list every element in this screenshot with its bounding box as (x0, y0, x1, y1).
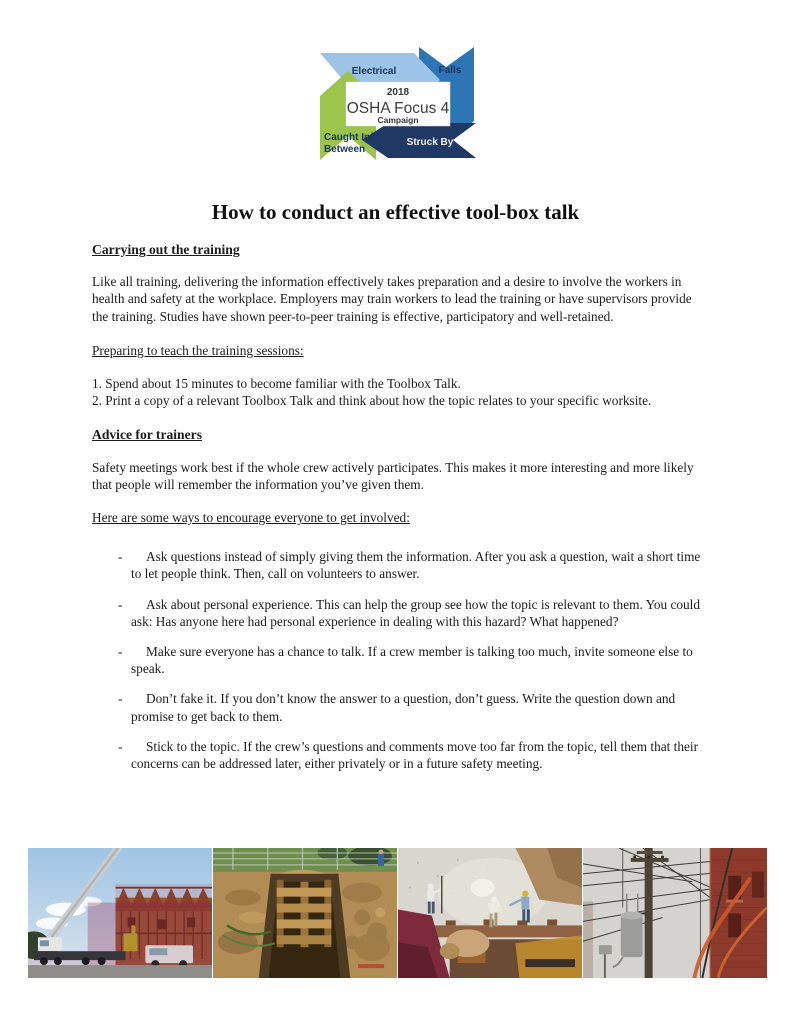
photo-strip (28, 848, 768, 978)
document-body (92, 241, 710, 772)
bullet-text: Ask about personal experience. This can help the group see how the topic is relevant to them. You could ask: Has anyone here had personal experience in dealing with this hazard? What happened? (131, 596, 701, 629)
paragraph-advice-for-trainers: Safety meetings work best if the whole crew actively participates. This makes it more interesting and more likely that people will remember the information you’ve given them. (92, 459, 694, 492)
bullet-item (92, 690, 710, 724)
heading-ways-to-get-involved: Here are some ways to encourage everyone to get involved: (92, 510, 410, 526)
bullet-text: Make sure everyone has a chance to talk. If a crew member is talking too much, invite someone else to speak. (131, 644, 693, 677)
step-2: 2. Print a copy of a relevant Toolbox Talk and think about how the topic relates to your specific worksite. (92, 393, 652, 409)
photo-trench-shoring (213, 848, 397, 978)
bullet-dash: - (118, 738, 123, 754)
bullet-text: Ask questions instead of simply giving them the information. After you ask a question, wait a short time to let people think. Then, call on volunteers to answer. (131, 549, 701, 582)
struck-by-label: Struck By (406, 137, 454, 148)
focus4-arrows-graphic (317, 44, 479, 162)
electrical-label: Electrical (351, 66, 397, 77)
bullet-item (92, 548, 710, 582)
trench-image (213, 848, 397, 978)
heading-carrying-out-training: Carrying out the training (92, 242, 240, 257)
photo-crane-framing (28, 848, 212, 978)
document-title: How to conduct an effective tool-box talk (211, 200, 580, 224)
heading-advice-for-trainers: Advice for trainers (92, 427, 202, 443)
bullet-item (92, 643, 710, 677)
bullet-dash: - (118, 549, 123, 565)
photo-wall-demolition-workers (398, 848, 582, 978)
bullet-item (92, 596, 710, 630)
bullet-dash: - (118, 596, 123, 612)
bullet-text: Stick to the topic. If the crew’s questions and comments move too far from the topic, tell them that their concerns can be addressed later, either privately or in a future safety meeting. (131, 738, 699, 772)
logo-title: OSHA Focus 4 (346, 100, 450, 117)
powerlines-image (583, 848, 767, 978)
falls-label: Falls (438, 65, 462, 76)
bullet-dash: - (118, 691, 123, 707)
logo-subtitle: Campaign (377, 115, 419, 125)
osha-focus4-logo (317, 44, 479, 162)
step-1: 1. Spend about 15 minutes to become familiar with the Toolbox Talk. (92, 376, 461, 392)
heading-preparing-sessions: Preparing to teach the training sessions: (92, 342, 304, 358)
crane-framing-image (28, 848, 212, 978)
caught-in-label-line1: Caught In/ (324, 132, 373, 143)
bullet-text: Don’t fake it. If you don’t know the answer to a question, don’t guess. Write the question down and promise to get back to them. (131, 691, 676, 724)
bullet-dash: - (118, 644, 123, 660)
demolition-image (398, 848, 582, 978)
caught-in-label-line2: Between (324, 144, 366, 155)
bullet-list (92, 548, 710, 772)
photo-powerlines-transformer (583, 848, 767, 978)
bullet-item (92, 738, 710, 772)
paragraph-carrying-out-training: Like all training, delivering the information effectively takes preparation and a desire to involve the workers in health and safety at the workplace. Employers may train workers to lead the training or have supervisors provide the training. Studies have shown peer-to-peer training is effective, participatory and well-retained. (92, 274, 692, 324)
numbered-steps (92, 375, 710, 409)
logo-year: 2018 (386, 87, 410, 98)
